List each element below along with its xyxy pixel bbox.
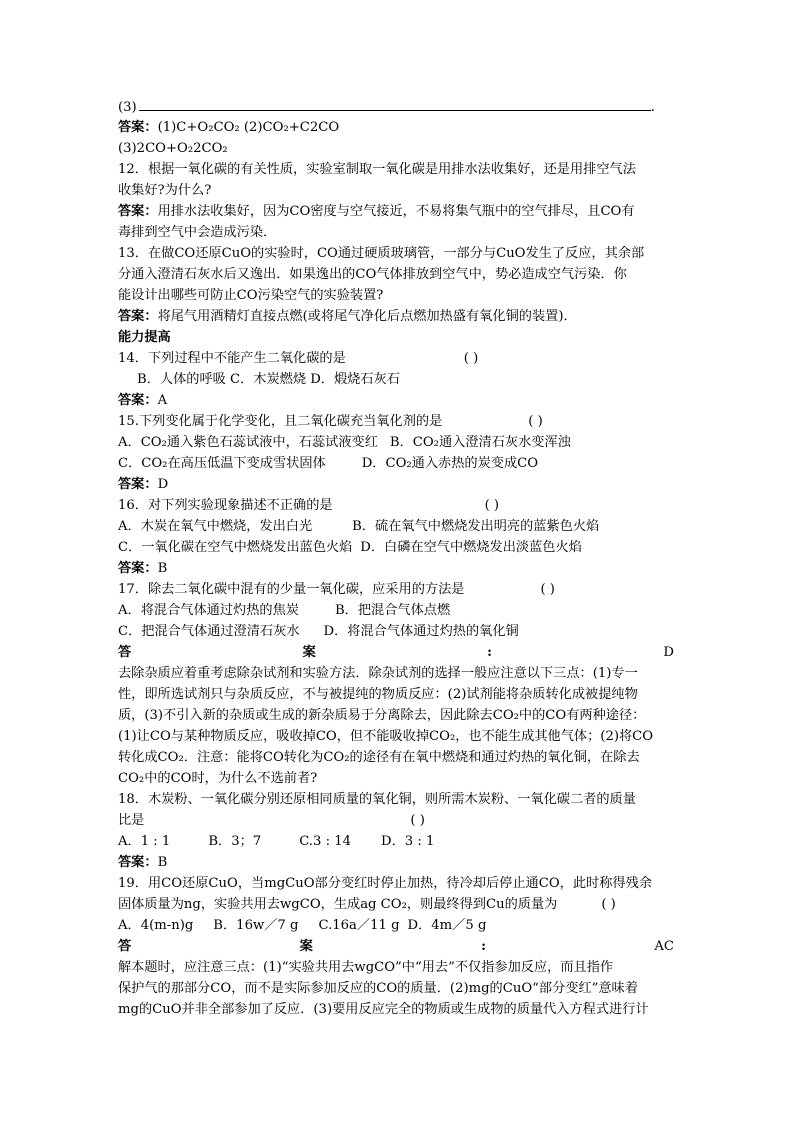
- answer-label: 答案：: [118, 393, 158, 408]
- q14-stem-line: [118, 348, 674, 369]
- q19-stem-1: 19．用CO还原CuO，当mgCuO部分变红时停止加热，待冷却后停止通CO，此时称得残余: [118, 876, 652, 891]
- q19-option-d: D．4m／5 g: [407, 918, 487, 933]
- q17-options-cd: [118, 621, 674, 642]
- q14-options: B．人体的呼吸 C．木炭燃烧 D．煅烧石灰石: [137, 372, 400, 387]
- q17-option-d: D．将混合气体通过灼热的氧化铜: [323, 624, 519, 639]
- q12-stem-1: 12．根据一氧化碳的有关性质，实验室制取一氧化碳是用排水法收集好，还是用排空气法: [118, 162, 636, 177]
- q19-answer-value: AC: [654, 939, 674, 954]
- answer-blank-line: [139, 96, 651, 111]
- q15-answer-value: D: [157, 477, 169, 492]
- q17-bracket: ( ): [540, 582, 555, 597]
- answer-label: 答案：: [118, 120, 158, 135]
- q12-answer-2: 毒排到空气中会造成污染．: [118, 225, 277, 240]
- q18-options: [118, 831, 674, 852]
- answer-char: 案: [299, 939, 313, 954]
- q11-trailing-dot: .: [650, 100, 655, 115]
- q16-option-d: D．白磷在空气中燃烧发出淡蓝色火焰: [360, 540, 582, 555]
- q18-option-c: C.3 : 14: [299, 834, 351, 849]
- q19-stem-2: 固体质量为ng，实验共用去wgCO，生成ag CO₂，则最终得到Cu的质量为: [118, 897, 558, 912]
- q16-option-b: B．硫在氧气中燃烧发出明亮的蓝紫色火焰: [352, 519, 600, 534]
- q17-option-a: A．将混合气体通过灼热的焦炭: [118, 603, 299, 618]
- q19-explain-1: 解本题时，应注意三点：(1)“实验共用去wgCO”中“用去”不仅指参加反应，而且指作: [118, 960, 614, 975]
- document-page: [118, 96, 674, 1020]
- q12-answer: [118, 201, 674, 222]
- q14-bracket: ( ): [463, 351, 479, 366]
- q11-answer: [118, 117, 674, 138]
- q16-options-ab: [118, 516, 674, 537]
- answer-label: 答案：: [118, 204, 158, 219]
- q15-options-cd: [118, 453, 674, 474]
- q15-options-ab: [118, 432, 674, 453]
- q19-bracket: ( ): [601, 897, 616, 912]
- q17-stem-line: [118, 579, 674, 600]
- answer-label: 答案：: [118, 561, 158, 576]
- q16-option-a: A．木炭在氧气中燃烧，发出白光: [118, 519, 313, 534]
- q16-answer-value: B: [157, 561, 168, 576]
- q19-stem-line-2: [118, 894, 674, 915]
- q11-part3-label: (3): [118, 100, 137, 115]
- q15-answer: [118, 474, 674, 495]
- q17-option-c: C．把混合气体通过澄清石灰水: [118, 624, 300, 639]
- q19-options: [118, 915, 674, 936]
- q15-option-c: C．CO₂在高压低温下变成雪状固体: [118, 456, 326, 471]
- q19-answer-row: [118, 936, 674, 957]
- q11-answer-text: (1)C+O₂CO₂ (2)CO₂+C2CO: [157, 120, 340, 135]
- q11-part3-line: [118, 96, 674, 117]
- q18-option-a: A．1 : 1: [118, 834, 171, 849]
- q14-stem: 14．下列过程中不能产生二氧化碳的是: [118, 351, 346, 366]
- q12-stem-2: 收集好?为什么?: [118, 183, 212, 198]
- answer-colon: :: [487, 645, 493, 660]
- q13-stem-1: 13．在做CO还原CuO的实验时，CO通过硬质玻璃管，一部分与CuO发生了反应，其余部: [118, 246, 645, 261]
- q13-stem-2: 分通入澄清石灰水后又逸出．如果逸出的CO气体排放到空气中，势必造成空气污染．你: [118, 267, 627, 282]
- q18-answer: [118, 852, 674, 873]
- q16-bracket: ( ): [484, 498, 500, 513]
- q13-stem-3: 能设计出哪些可防止CO污染空气的实验装置?: [118, 288, 384, 303]
- q17-option-b: B．把混合气体点燃: [334, 603, 451, 618]
- q19-option-a: A．4(m-n)g: [118, 918, 194, 933]
- q13-answer-1: 将尾气用酒精灯直接点燃(或将尾气净化后点燃加热盛有氧化铜的装置)．: [157, 309, 577, 324]
- q17-answer-value: D: [663, 645, 674, 660]
- q17-explain-6: CO₂中的CO时，为什么不选前者?: [118, 771, 318, 786]
- q17-explain-2: 性，即所选试剂只与杂质反应，不与被提纯的物质反应：(2)试剂能将杂质转化成被提纯物: [118, 687, 638, 702]
- answer-label: 答案：: [118, 309, 158, 324]
- q17-explain-3: 质，(3)不引入新的杂质或生成的新杂质易于分离除去，因此除去CO₂中的CO有两种途径：: [118, 708, 646, 723]
- q18-stem-2: 比是: [118, 813, 145, 828]
- q17-explain-5: 转化成CO₂．注意：能将CO转化为CO₂的途径有在氧中燃烧和通过灼热的氧化铜，在除去: [118, 750, 640, 765]
- q18-answer-value: B: [157, 855, 168, 870]
- q15-option-b: B．CO₂通入澄清石灰水变浑浊: [389, 435, 571, 450]
- q18-option-b: B．3；7: [208, 834, 262, 849]
- q14-answer: [118, 390, 674, 411]
- q15-stem: 15.下列变化属于化学变化，且二氧化碳充当氧化剂的是: [118, 414, 443, 429]
- q19-explain-3: mg的CuO并非全部参加了反应．(3)要用反应完全的物质或生成物的质量代入方程式进行计: [118, 1002, 649, 1017]
- q18-stem-1: 18．木炭粉、一氧化碳分别还原相同质量的氧化铜，则所需木炭粉、一氧化碳二者的质量: [118, 792, 636, 807]
- q13-answer: [118, 306, 674, 327]
- answer-colon: :: [481, 939, 486, 954]
- q17-stem: 17．除去二氧化碳中混有的少量一氧化碳，应采用的方法是: [118, 582, 465, 597]
- q17-explain-4: (1)让CO与某种物质反应，吸收掉CO，但不能吸收掉CO₂，也不能生成其他气体；(2)将CO: [118, 729, 654, 744]
- answer-char: 答: [118, 939, 132, 954]
- section-heading: 能力提高: [118, 330, 171, 345]
- q16-options-cd: [118, 537, 674, 558]
- q18-bracket: ( ): [410, 813, 425, 828]
- q15-option-a: A．CO₂通入紫色石蕊试液中，石蕊试液变红: [118, 435, 378, 450]
- q16-stem-line: [118, 495, 674, 516]
- q17-explain-1: 去除杂质应着重考虑除杂试剂和实验方法．除杂试剂的选择一般应注意以下三点：(1)专一: [118, 666, 638, 681]
- q14-answer-value: A: [157, 393, 168, 408]
- q15-option-d: D．CO₂通入赤热的炭变成CO: [361, 456, 539, 471]
- answer-label: 答案：: [118, 855, 158, 870]
- q16-stem: 16．对下列实验现象描述不正确的是: [118, 498, 333, 513]
- q18-stem-line-2: [118, 810, 674, 831]
- q16-option-c: C．一氧化碳在空气中燃烧发出蓝色火焰: [118, 540, 353, 555]
- q15-bracket: ( ): [528, 414, 543, 429]
- q15-stem-line: [118, 411, 674, 432]
- q16-answer: [118, 558, 674, 579]
- q12-answer-1: 用排水法收集好，因为CO密度与空气接近，不易将集气瓶中的空气排尽，且CO有: [157, 204, 635, 219]
- answer-char: 答: [118, 645, 132, 660]
- answer-label: 答案：: [118, 477, 158, 492]
- q18-option-d: D．3 : 1: [381, 834, 435, 849]
- q19-option-c: C.16a／11 g: [318, 918, 400, 933]
- q17-answer-row: [118, 642, 674, 663]
- q19-option-b: B．16w／7 g: [213, 918, 299, 933]
- q11-answer-line2: (3)2CO+O₂2CO₂: [118, 141, 228, 156]
- answer-char: 案: [302, 645, 316, 660]
- q19-explain-2: 保护气的那部分CO，而不是实际参加反应的CO的质量．(2)mg的CuO“部分变红”意味着: [118, 981, 638, 996]
- q17-options-ab: [118, 600, 674, 621]
